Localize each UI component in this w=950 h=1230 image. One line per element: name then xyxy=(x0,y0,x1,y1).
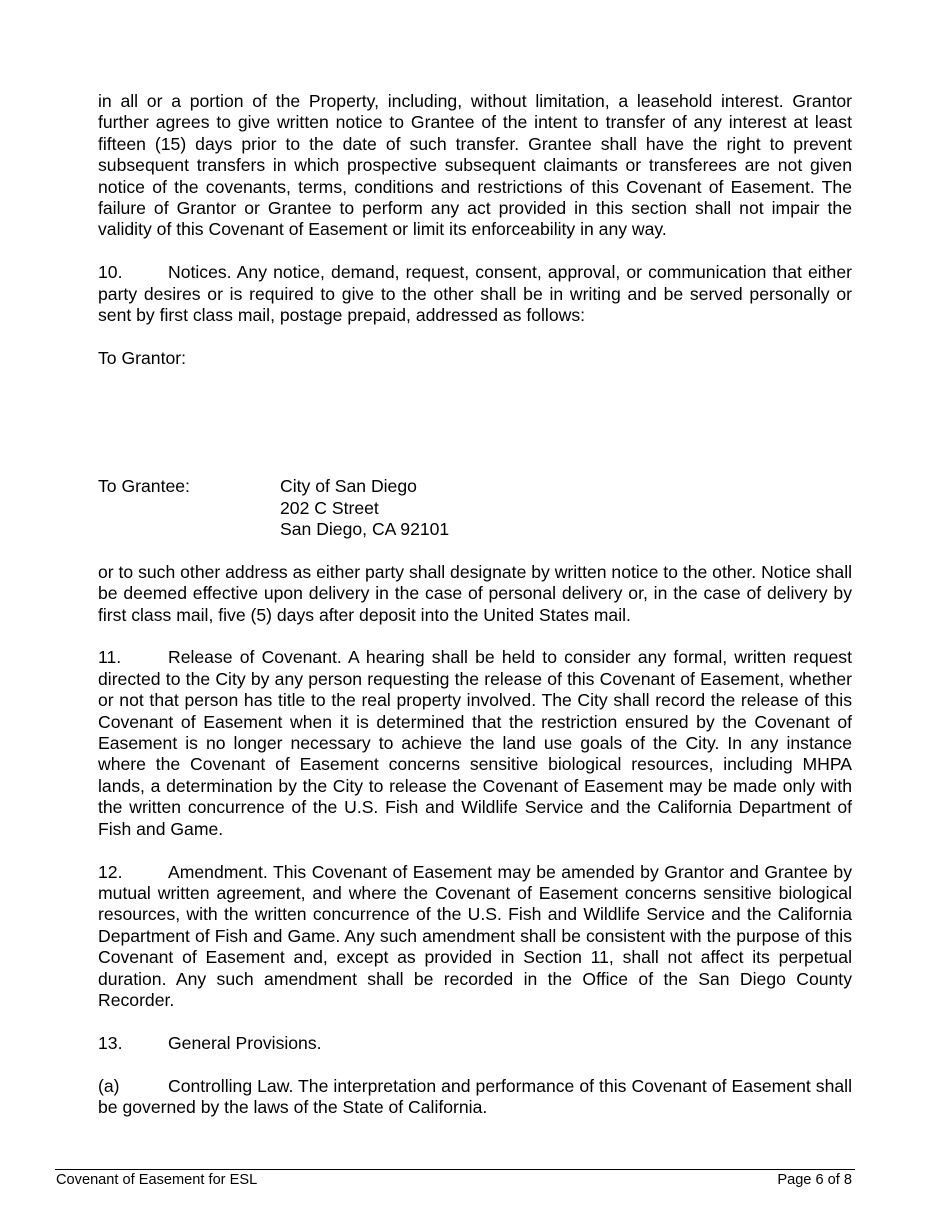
section-12-amendment xyxy=(98,862,852,1012)
grantee-street: 202 C Street xyxy=(280,497,379,518)
footer-page-number: Page 6 of 8 xyxy=(777,1172,852,1188)
section-13a-controlling-law xyxy=(98,1076,852,1119)
to-grantee-label: To Grantee: xyxy=(98,476,190,497)
section-number: (a) xyxy=(98,1075,120,1096)
footer-document-title: Covenant of Easement for ESL xyxy=(56,1172,258,1188)
section-text: General Provisions. xyxy=(168,1032,322,1053)
section-number: 13. xyxy=(98,1032,123,1053)
section-10-notices xyxy=(98,262,852,326)
grantee-city-state-zip: San Diego, CA 92101 xyxy=(280,519,450,540)
grantee-name: City of San Diego xyxy=(280,476,417,497)
section-text: Notices. Any notice, demand, request, consent, approval, or communication that either party desires or is required to give to the other shall be in writing and be served personally or sent by first class mail, postage prepaid, addressed as follows: xyxy=(98,262,852,326)
section-text: Controlling Law. The interpretation and performance of this Covenant of Easement shall be governed by the laws of the State of California. xyxy=(98,1075,852,1117)
footer-divider xyxy=(55,1169,855,1170)
section-number: 10. xyxy=(98,262,123,283)
notice-address-paragraph: or to such other address as either party shall designate by written notice to the other. Notice shall be deemed effective upon delivery in the case of personal delivery or, in the case of delivery by first class mail, five (5) days after deposit into the United States mail. xyxy=(98,561,853,625)
section-text: Amendment. This Covenant of Easement may be amended by Grantor and Grantee by mutual written agreement, and where the Covenant of Easement concerns sensitive biological resources, with the written concurrence of the U.S. Fish and Wildlife Service and the California Department of Fish and Game. Any such amendment shall be consistent with the purpose of this Covenant of Easement and, except as provided in Section 11, shall not affect its perpetual duration. Any such amendment shall be recorded in the Office of the San Diego County Recorder. xyxy=(98,861,852,1010)
to-grantee-block xyxy=(98,476,852,540)
grantee-address xyxy=(280,476,449,540)
section-number: 12. xyxy=(98,861,123,882)
section-number: 11. xyxy=(98,647,122,668)
section-11-release xyxy=(98,647,852,840)
section-13-general-provisions xyxy=(98,1033,852,1054)
intro-paragraph: in all or a portion of the Property, including, without limitation, a leasehold interest. Grantor further agrees to give written notice to Grantee of the intent to transfer of any interest at least fifteen (15) days prior to the date of such transfer. Grantee shall have the right to prevent subsequent transfers in which prospective subsequent claimants or transferees are not given notice of the covenants, terms, conditions and restrictions of this Covenant of Easement. The failure of Grantor or Grantee to perform any act provided in this section shall not impair the validity of this Covenant of Easement or limit its enforceability in any way. xyxy=(98,91,852,240)
to-grantor-label: To Grantor: xyxy=(98,347,187,368)
document-body xyxy=(98,91,852,1140)
section-text: Release of Covenant. A hearing shall be held to consider any formal, written request directed to the City by any person requesting the release of this Covenant of Easement, whether or not that person has title to the real property involved. The City shall record the release of this Covenant of Easement when it is determined that the restriction ensured by the Covenant of Easement is no longer necessary to achieve the land use goals of the City. In any instance where the Covenant of Easement concerns sensitive biological resources, including MHPA lands, a determination by the City to release the Covenant of Easement may be made only with the written concurrence of the U.S. Fish and Wildlife Service and the California Department of Fish and Game. xyxy=(98,647,852,839)
